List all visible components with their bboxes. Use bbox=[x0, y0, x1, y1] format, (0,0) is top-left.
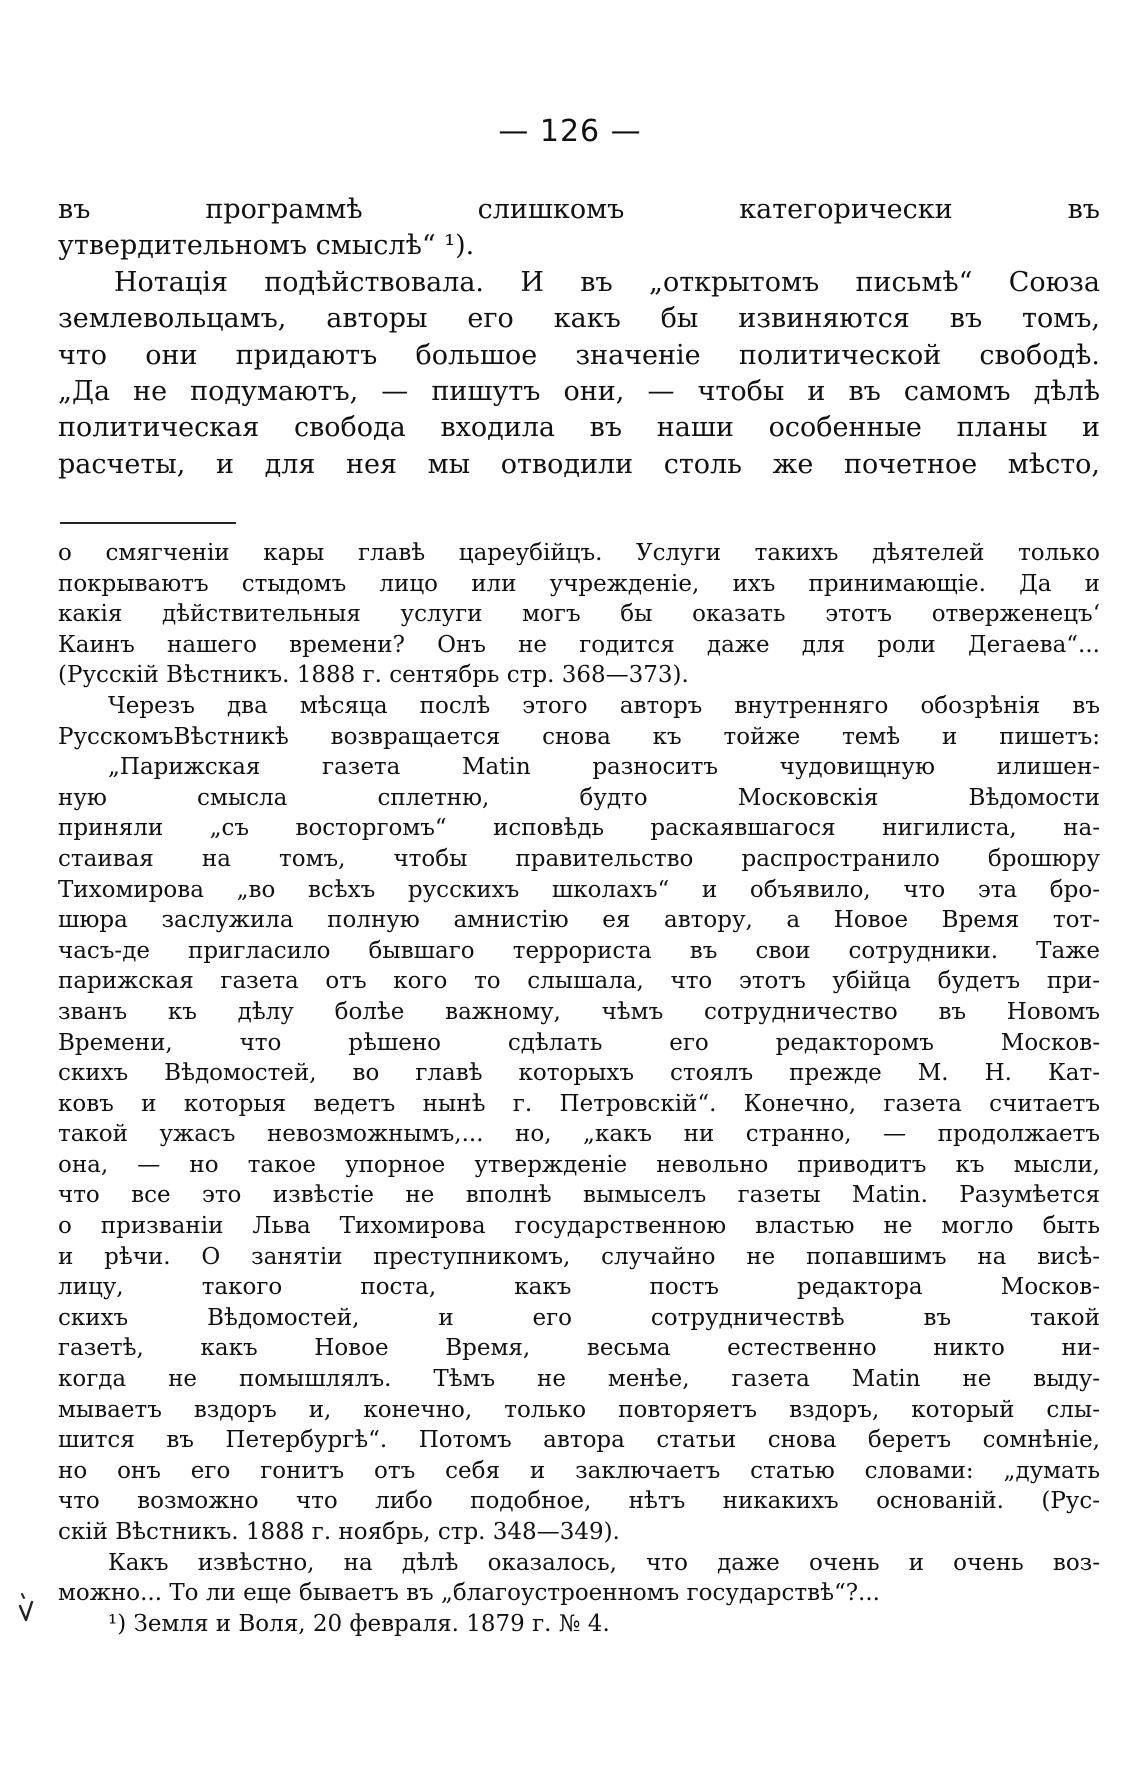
text-line: землевольцамъ, авторы его какъ бы извиняются въ томъ, bbox=[58, 303, 1100, 335]
text-line: что они придаютъ большое значеніе политической свободѣ. bbox=[58, 339, 1100, 371]
footnote-line: покрываютъ стыдомъ лицо или учрежденіе, ихъ принимающіе. Да и bbox=[58, 570, 1100, 597]
footnote-line: о призваніи Льва Тихомирова государственною властью не могло быть bbox=[58, 1213, 1100, 1240]
footnote-line: какія дѣйствительныя услуги могъ бы оказать этотъ отверженецъ‘ bbox=[58, 601, 1100, 628]
pencil-check-mark bbox=[14, 1590, 38, 1624]
footnote-line: скихъ Вѣдомостей, во главѣ которыхъ стоялъ прежде М. Н. Кат- bbox=[58, 1060, 1100, 1087]
text-line: въ программѣ слишкомъ категорически въ bbox=[58, 194, 1100, 225]
text-line: расчеты, и для нея мы отводили столь же почетное мѣсто, bbox=[58, 448, 1100, 480]
footnote-line: „Парижская газета Matin разноситъ чудовищную илишен- bbox=[108, 754, 1100, 781]
footnote-line: и рѣчи. О занятіи преступникомъ, случайно не попавшимъ на висѣ- bbox=[58, 1243, 1100, 1270]
footnote-line: приняли „съ восторгомъ“ исповѣдь раскаявшагося нигилиста, на- bbox=[58, 815, 1100, 842]
text-line: политическая свобода входила въ наши особенные планы и bbox=[58, 412, 1100, 444]
footnote-line: Каинъ нашего времени? Онъ не годится даже для роли Дегаева“... bbox=[58, 631, 1100, 658]
page-number: — 126 — bbox=[498, 114, 642, 149]
footnote-line: такой ужасъ невозможнымъ,... но, „какъ ни странно, — продолжаетъ bbox=[58, 1121, 1100, 1148]
footnote-line: мываетъ вздоръ и, конечно, только повторяетъ вздоръ, который слы- bbox=[58, 1396, 1100, 1423]
footnote-line: Тихомирова „во всѣхъ русскихъ школахъ“ и объявило, что эта бро- bbox=[58, 876, 1100, 903]
footnote-line: когда не помышлялъ. Тѣмъ не менѣе, газета Matin не выду- bbox=[58, 1366, 1100, 1393]
footnote-line: она, — но такое упорное утвержденіе невольно приводитъ къ мысли, bbox=[58, 1151, 1100, 1178]
footnote-line: РусскомъВѣстникѣ возвращается снова къ тойже темѣ и пишетъ: bbox=[58, 723, 1100, 750]
footnote-line: лицу, такого поста, какъ постъ редактора Москов- bbox=[58, 1274, 1100, 1301]
footnote-line: что возможно что либо подобное, нѣтъ никакихъ основаній. (Рус- bbox=[58, 1488, 1100, 1515]
footnote-line: скій Вѣстникъ. 1888 г. ноябрь, стр. 348—349). bbox=[58, 1519, 620, 1545]
footnote-line: часъ-де пригласило бывшаго террориста въ свои сотрудники. Таже bbox=[58, 937, 1100, 964]
main-text-block bbox=[58, 192, 1100, 483]
footnote-divider bbox=[60, 522, 236, 524]
footnote-line: Какъ извѣстно, на дѣлѣ оказалось, что даже очень и очень воз- bbox=[108, 1549, 1100, 1576]
footnote-line: (Русскій Вѣстникъ. 1888 г. сентябрь стр. 368—373). bbox=[58, 662, 689, 689]
footnote-line: Времени, что рѣшено сдѣлать его редакторомъ Москов- bbox=[58, 1029, 1100, 1056]
text-line: утвердительномъ смыслѣ“ ¹). bbox=[58, 230, 475, 262]
footnote-line: стаивая на томъ, чтобы правительство распространило брошюру bbox=[58, 845, 1100, 872]
footnote-line: газетѣ, какъ Новое Время, весьма естественно никто ни- bbox=[58, 1335, 1100, 1362]
footnote-line: что все это извѣстіе не вполнѣ вымыселъ газеты Matin. Разумѣется bbox=[58, 1182, 1100, 1209]
footnote-line: шится въ Петербургѣ“. Потомъ автора статьи снова беретъ сомнѣніе, bbox=[58, 1427, 1100, 1454]
footnote-line: Черезъ два мѣсяца послѣ этого авторъ внутренняго обозрѣнія въ bbox=[108, 692, 1100, 719]
text-line: „Да не подумаютъ, — пишутъ они, — чтобы и въ самомъ дѣлѣ bbox=[58, 376, 1100, 408]
text-line: Нотація подѣйствовала. И въ „открытомъ письмѣ“ Союза bbox=[114, 266, 1100, 298]
footnote-line: шюра заслужила полную амнистію ея автору, а Новое Время тот- bbox=[58, 907, 1100, 934]
footnote-line: ную смысла сплетню, будто Московскія Вѣдомости bbox=[58, 784, 1100, 811]
footnote-line: парижская газета отъ кого то слышала, что этотъ убійца будетъ при- bbox=[58, 968, 1100, 995]
footnote-line: можно... То ли еще бываетъ въ „благоустроенномъ государствѣ“?... bbox=[58, 1580, 880, 1607]
footnote-line: ковъ и которыя ведетъ нынѣ г. Петровскій“. Конечно, газета считаетъ bbox=[58, 1090, 1100, 1117]
footnote-text-block bbox=[58, 538, 1100, 1639]
footnote-line: но онъ его гонитъ отъ себя и заключаетъ статью словами: „думать bbox=[58, 1457, 1100, 1484]
footnote-line: о смягченіи кары главѣ цареубійцъ. Услуги такихъ дѣятелей только bbox=[58, 540, 1100, 566]
footnote-line: скихъ Вѣдомостей, и его сотрудничествѣ въ такой bbox=[58, 1304, 1100, 1331]
footnote-reference: ¹) Земля и Воля, 20 февраля. 1879 г. № 4. bbox=[108, 1610, 610, 1637]
footnote-line: званъ къ дѣлу болѣе важному, чѣмъ сотрудничество въ Новомъ bbox=[58, 998, 1100, 1025]
